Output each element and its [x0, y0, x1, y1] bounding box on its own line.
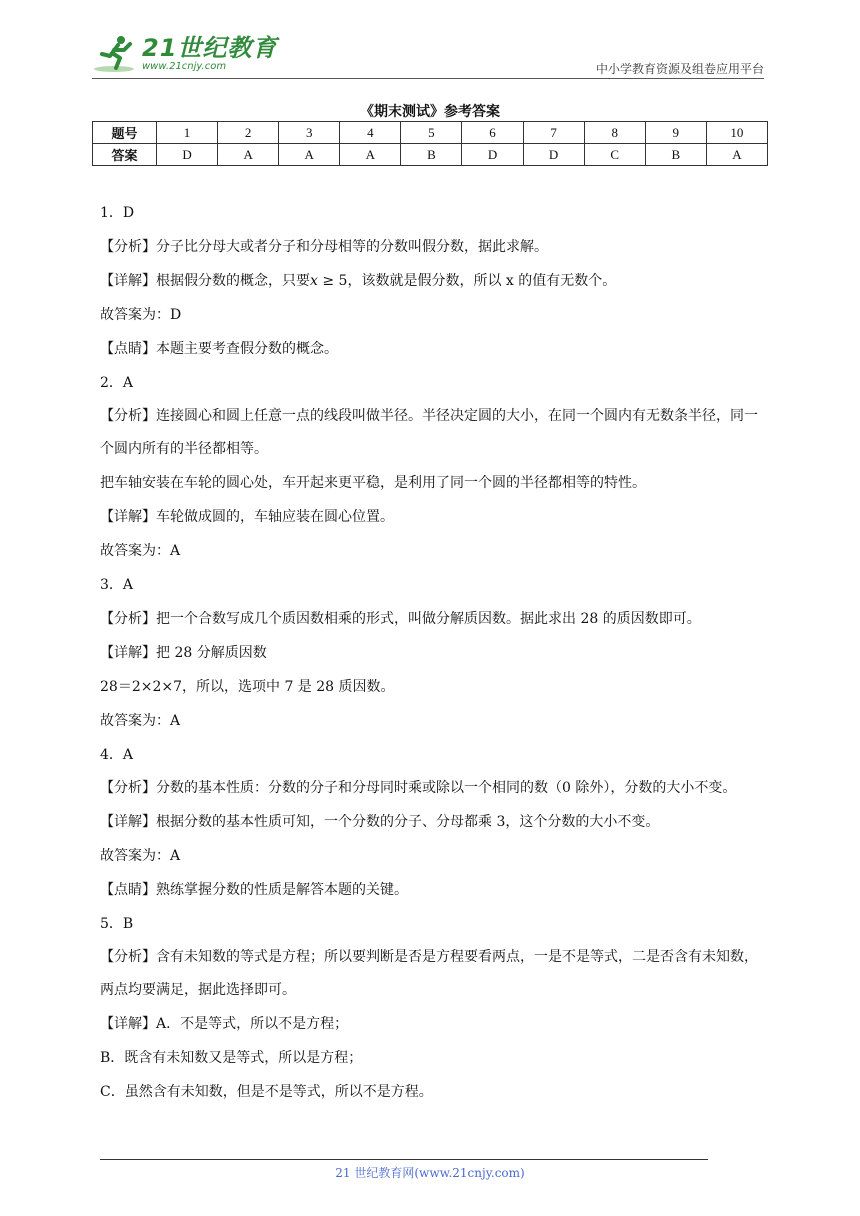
answer-cell: A — [218, 144, 279, 166]
answer-cell: C — [584, 144, 645, 166]
question-number-cell: 7 — [523, 122, 584, 144]
q2-answer: 故答案为：A — [100, 543, 181, 559]
q3-detail-2: 28＝2×2×7，所以，选项中 7 是 28 质因数。 — [100, 679, 395, 695]
question-number-cell: 3 — [279, 122, 340, 144]
row-label-number: 题号 — [93, 122, 157, 144]
q3-detail: 【详解】把 28 分解质因数 — [100, 645, 267, 661]
answer-explanations — [100, 196, 768, 1109]
q3-answer: 故答案为：A — [100, 713, 181, 729]
logo-url: www.21cnjy.com — [142, 61, 227, 72]
answer-cell: D — [462, 144, 523, 166]
q4-detail: 【详解】根据分数的基本性质可知，一个分数的分子、分母都乘 3，这个分数的大小不变。 — [100, 814, 660, 830]
footer-divider — [100, 1159, 708, 1160]
q1-variable: x — [310, 273, 318, 289]
footer-link[interactable]: 21 世纪教育网(www.21cnjy.com) — [335, 1166, 525, 1180]
question-number-cell: 10 — [706, 122, 767, 144]
q5-detail: 【详解】A．不是等式，所以不是方程； — [100, 1016, 349, 1032]
q4-heading: 4．A — [100, 747, 134, 763]
question-number-cell: 2 — [218, 122, 279, 144]
q1-heading: 1．D — [100, 205, 135, 221]
runner-logo-icon — [92, 34, 138, 74]
answer-cell: B — [645, 144, 706, 166]
q5-heading: 5．B — [100, 916, 134, 932]
q4-answer: 故答案为：A — [100, 848, 181, 864]
q5-option-c: C．虽然含有未知数，但是不是等式，所以不是方程。 — [100, 1084, 433, 1100]
answer-cell: D — [157, 144, 218, 166]
question-number-row — [93, 122, 768, 144]
header-platform-text: 中小学教育资源及组卷应用平台 — [595, 62, 764, 76]
answer-table — [92, 121, 768, 166]
site-logo[interactable] — [92, 32, 277, 76]
answer-cell: D — [523, 144, 584, 166]
q1-detail — [100, 264, 768, 298]
q1-detail-prefix: 【详解】根据假分数的概念，只要 — [100, 273, 310, 289]
q1-analysis: 【分析】分子比分母大或者分子和分母相等的分数叫假分数，据此求解。 — [100, 239, 548, 255]
q1-comment: 【点睛】本题主要考查假分数的概念。 — [100, 341, 338, 357]
question-number-cell: 6 — [462, 122, 523, 144]
q2-detail: 【详解】车轮做成圆的，车轴应装在圆心位置。 — [100, 509, 394, 525]
question-number-cell: 5 — [401, 122, 462, 144]
answer-cell: A — [279, 144, 340, 166]
document-title: 《期末测试》参考答案 — [360, 104, 500, 120]
q5-option-b: B．既含有未知数又是等式，所以是方程； — [100, 1050, 363, 1066]
question-number-cell: 1 — [157, 122, 218, 144]
answer-cell: A — [706, 144, 767, 166]
row-label-answer: 答案 — [93, 144, 157, 166]
q4-analysis: 【分析】分数的基本性质：分数的分子和分母同时乘或除以一个相同的数（0 除外），分数的大小不变。 — [100, 780, 737, 796]
page-header — [92, 30, 764, 78]
q3-analysis: 【分析】把一个合数写成几个质因数相乘的形式，叫做分解质因数。据此求出 28 的质因数即可。 — [100, 611, 701, 627]
logo-title: 21世纪教育 — [142, 34, 278, 62]
question-number-cell: 4 — [340, 122, 401, 144]
q2-heading: 2．A — [100, 375, 134, 391]
q5-analysis: 【分析】含有未知数的等式是方程；所以要判断是否是方程要看两点，一是不是等式，二是否含有未知数，两点均要满足，据此选择即可。 — [100, 949, 758, 998]
header-divider — [92, 78, 764, 79]
q3-heading: 3．A — [100, 577, 134, 593]
q2-analysis-2: 把车轴安装在车轮的圆心处，车开起来更平稳，是利用了同一个圆的半径都相等的特性。 — [100, 475, 646, 491]
answer-row — [93, 144, 768, 166]
q1-detail-suffix: ，该数就是假分数，所以 x 的值有无数个。 — [347, 273, 617, 289]
q1-condition: ≥ 5 — [317, 273, 348, 289]
question-number-cell: 8 — [584, 122, 645, 144]
answer-cell: B — [401, 144, 462, 166]
question-number-cell: 9 — [645, 122, 706, 144]
q4-comment: 【点睛】熟练掌握分数的性质是解答本题的关键。 — [100, 882, 408, 898]
q2-analysis: 【分析】连接圆心和圆上任意一点的线段叫做半径。半径决定圆的大小，在同一个圆内有无数条半径，同一个圆内所有的半径都相等。 — [100, 408, 758, 457]
answer-cell: A — [340, 144, 401, 166]
q1-answer: 故答案为：D — [100, 307, 182, 323]
